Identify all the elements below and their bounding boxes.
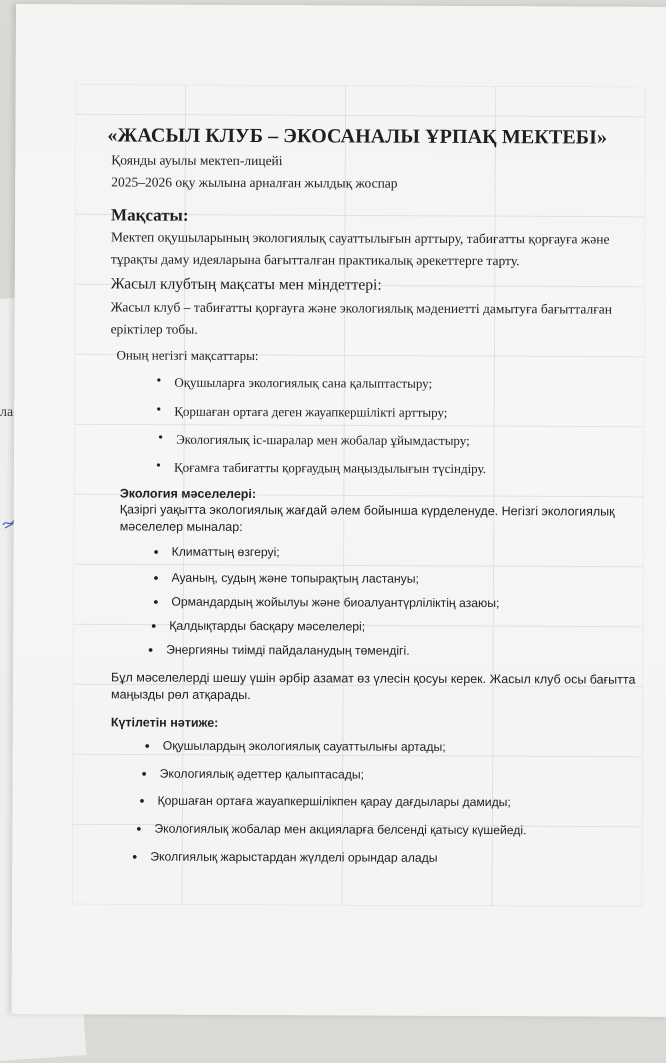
underlying-sheet-text: ла: [0, 405, 14, 420]
club-goals-text: Жасыл клуб – табиғатты қорғауға және экологиялық мәдениетті дамытуға бағытталған еріктілер тобы.: [110, 299, 613, 337]
plan-year: 2025–2026 оқу жылына арналған жылдық жоспар: [111, 174, 398, 191]
purpose-text: Мектеп оқушыларының экологиялық сауаттылығын арттыру, табиғатты қорғауға және тұрақты даму идеяларына бағытталған практикалық әрекеттерге тарту.: [110, 229, 610, 269]
school-name: Қоянды ауылы мектеп-лицейі: [111, 152, 283, 169]
list-item: • Қоршаған ортаға деген жауапкершілікті арттыру;: [174, 404, 447, 421]
expected-results-heading: Күтілетін нәтиже:: [110, 715, 219, 730]
document-title: «ЖАСЫЛ КЛУБ – ЭКОСАНАЛЫ ҰРПАҚ МЕКТЕБІ»: [107, 124, 608, 149]
list-item: • Қоғамға табиғатты қорғаудың маңыздылығын түсіндіру.: [174, 460, 486, 477]
list-item: • Экологиялық іс-шаралар мен жобалар ұйымдастыру;: [176, 432, 470, 449]
list-item: • Қалдықтарды басқару мәселелері;: [169, 619, 365, 634]
eco-problems-heading: Экология мәселелері:: [119, 486, 257, 502]
list-item: • Оқушыларға экологиялық сана қалыптастыру;: [174, 375, 432, 392]
list-item: • Ауаның, судың және топырақтың ластануы;: [171, 571, 418, 586]
list-item: • Экологиялық жобалар мен акцияларға белсенді қатысу күшейеді.: [154, 822, 526, 838]
eco-problems-conclusion: Бұл мәселелерді шешу үшін әрбір азамат өз үлесін қосуы керек. Жасыл клуб осы бағытта маңызды рөл атқарады.: [110, 670, 636, 703]
eco-problems-intro: Қазіргі уақытта экологиялық жағдай әлем бойынша күрделенуде. Негізгі экологиялық мәселелер мыналар:: [119, 502, 615, 534]
club-goals-heading: Жасыл клубтың мақсаты мен міндеттері:: [110, 275, 382, 294]
document-content: [12, 4, 666, 1017]
list-item: • Энергияны тиімді пайдаланудың төмендігі.: [166, 643, 409, 658]
list-item: • Қоршаған ортаға жауапкершілікпен қарау дағдылары дамиды;: [157, 794, 510, 810]
list-item: • Экологиялық әдеттер қалыптасады;: [160, 767, 364, 782]
list-item: • Климаттың өзгеруі;: [172, 545, 280, 559]
document-page: [12, 4, 666, 1017]
list-item: • Оқушылардың экологиялық сауаттылығы артады;: [163, 739, 446, 754]
list-item: • Ормандардың жойылуы және биоалуантүрліліктің азаюы;: [171, 595, 499, 610]
purpose-heading: Мақсаты:: [111, 205, 189, 225]
main-goals-heading: Оның негізгі мақсаттары:: [116, 347, 259, 364]
list-item: • Эколгиялық жарыстардан жүлделі орындар алады: [150, 850, 437, 865]
